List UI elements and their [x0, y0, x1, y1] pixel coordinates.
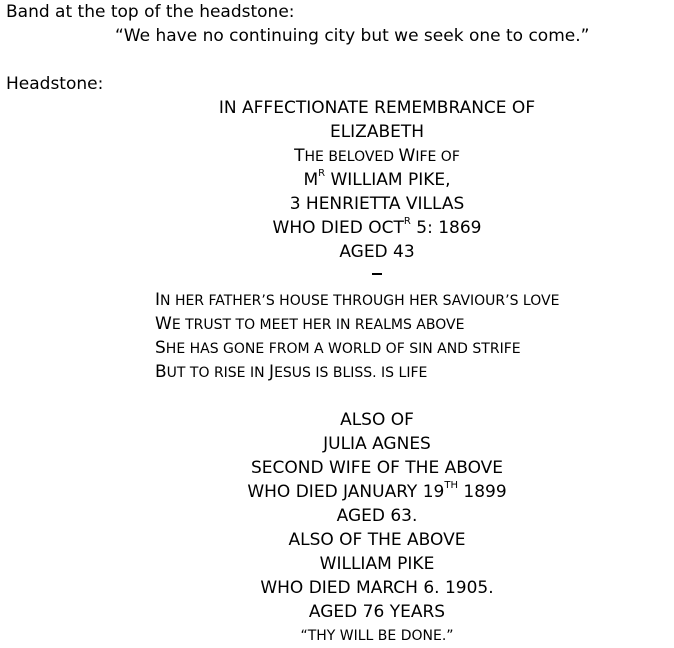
inscription-line-1: IN AFFECTIONATE REMEMBRANCE OF — [218, 98, 536, 118]
second-line-6: ALSO OF THE ABOVE — [288, 530, 466, 550]
inscription-line-4: $M^R$ WILLIAM PIKE, — [303, 168, 451, 190]
band-heading: Band at the top of the headstone: — [6, 2, 295, 22]
inscription-line-6: WHO DIED $OCT^R$ 5: 1869 — [272, 216, 482, 238]
verse-line-1: IN HER FATHER’S HOUSE THROUGH HER SAVIOUR’S LOVE — [155, 290, 560, 310]
second-line-1: ALSO OF — [340, 410, 414, 430]
verse-line-3: SHE HAS GONE FROM A WORLD OF SIN AND STRIFE — [155, 338, 521, 358]
separator-dash — [0, 264, 674, 288]
inscription-line-2: ELIZABETH — [329, 122, 425, 142]
inscription-line-5: 3 HENRIETTA VILLAS — [289, 194, 465, 214]
band-inscription: “We have no continuing city but we seek one to come.” — [115, 26, 590, 46]
second-line-5: AGED 63. — [336, 506, 418, 526]
inscription-line-3: THE BELOVED WIFE OF — [294, 146, 460, 166]
second-line-7: WILLIAM PIKE — [319, 554, 435, 574]
dash-mark — [372, 273, 382, 275]
headstone-first-block — [0, 96, 674, 264]
second-line-9: AGED 76 YEARS — [308, 602, 446, 622]
verse-block — [155, 288, 559, 384]
inscription-line-7: AGED 43 — [339, 242, 415, 262]
second-line-8: WHO DIED MARCH 6. 1905. — [260, 578, 494, 598]
headstone-second-block — [0, 408, 674, 648]
second-line-3: SECOND WIFE OF THE ABOVE — [250, 458, 504, 478]
second-line-10: “THY WILL BE DONE.” — [300, 628, 454, 644]
second-line-4: WHO DIED JANUARY 19TH 1899 — [247, 480, 507, 502]
verse-line-2: WE TRUST TO MEET HER IN REALMS ABOVE — [155, 314, 465, 334]
headstone-heading: Headstone: — [6, 74, 104, 94]
second-line-2: JULIA AGNES — [323, 434, 431, 454]
verse-line-4: BUT TO RISE IN JESUS IS BLISS. IS LIFE — [155, 362, 428, 382]
